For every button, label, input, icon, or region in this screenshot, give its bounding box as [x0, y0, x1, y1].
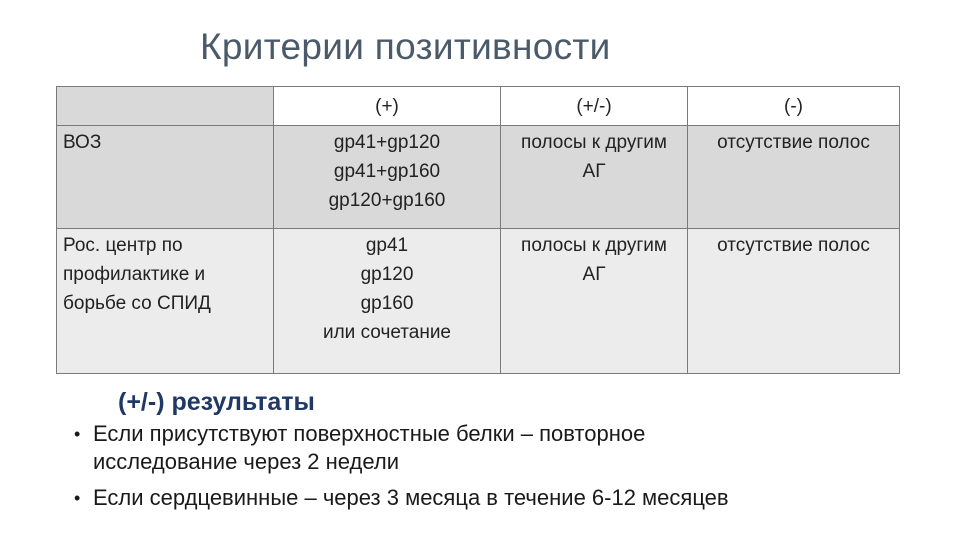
row-label-russian-center [57, 229, 274, 374]
header-positive: (+) [274, 87, 501, 126]
bullet-dot-icon: • [74, 424, 81, 444]
list-item [74, 484, 934, 512]
cell-line: Рос. центр по [63, 235, 183, 256]
cell-line: АГ [582, 264, 606, 285]
cell-line: gp120 [360, 264, 414, 285]
row-label-who: ВОЗ [57, 126, 274, 229]
cell-line: gp160 [360, 293, 414, 314]
cell-indeterminate-who [501, 126, 688, 229]
cell-positive-russian-center [274, 229, 501, 374]
cell-negative-who: отсутствие полос [688, 126, 900, 229]
cell-line: борьбе со СПИД [63, 293, 211, 314]
cell-line: gp41+gp160 [333, 161, 441, 182]
bullet-list [74, 420, 934, 520]
bullet-line: Если сердцевинные – через 3 месяца в течение 6-12 месяцев [93, 485, 729, 510]
table-header-row [57, 87, 900, 126]
cell-line: или сочетание [322, 322, 452, 343]
header-indeterminate: (+/-) [501, 87, 688, 126]
cell-line: полосы к другим [521, 132, 667, 153]
table-row-russian-center [57, 229, 900, 374]
header-negative: (-) [688, 87, 900, 126]
slide-title: Критерии позитивности [200, 26, 611, 67]
cell-line: gp120+gp160 [328, 190, 446, 211]
cell-negative-russian-center: отсутствие полос [688, 229, 900, 374]
bullet-line: Если присутствуют поверхностные белки – повторное [93, 421, 646, 446]
cell-line: полосы к другим [521, 235, 667, 256]
cell-indeterminate-russian-center [501, 229, 688, 374]
list-item [74, 420, 934, 476]
cell-line: gp41 [365, 235, 409, 256]
cell-line: gp41+gp120 [333, 132, 441, 153]
table-row-who [57, 126, 900, 229]
results-subheading: (+/-) результаты [118, 388, 315, 416]
criteria-table [56, 86, 900, 374]
header-empty-cell [57, 87, 274, 126]
cell-line: АГ [582, 161, 606, 182]
cell-positive-who [274, 126, 501, 229]
cell-line: профилактике и [63, 264, 206, 285]
bullet-line: исследование через 2 недели [93, 449, 400, 474]
bullet-dot-icon: • [74, 488, 81, 508]
